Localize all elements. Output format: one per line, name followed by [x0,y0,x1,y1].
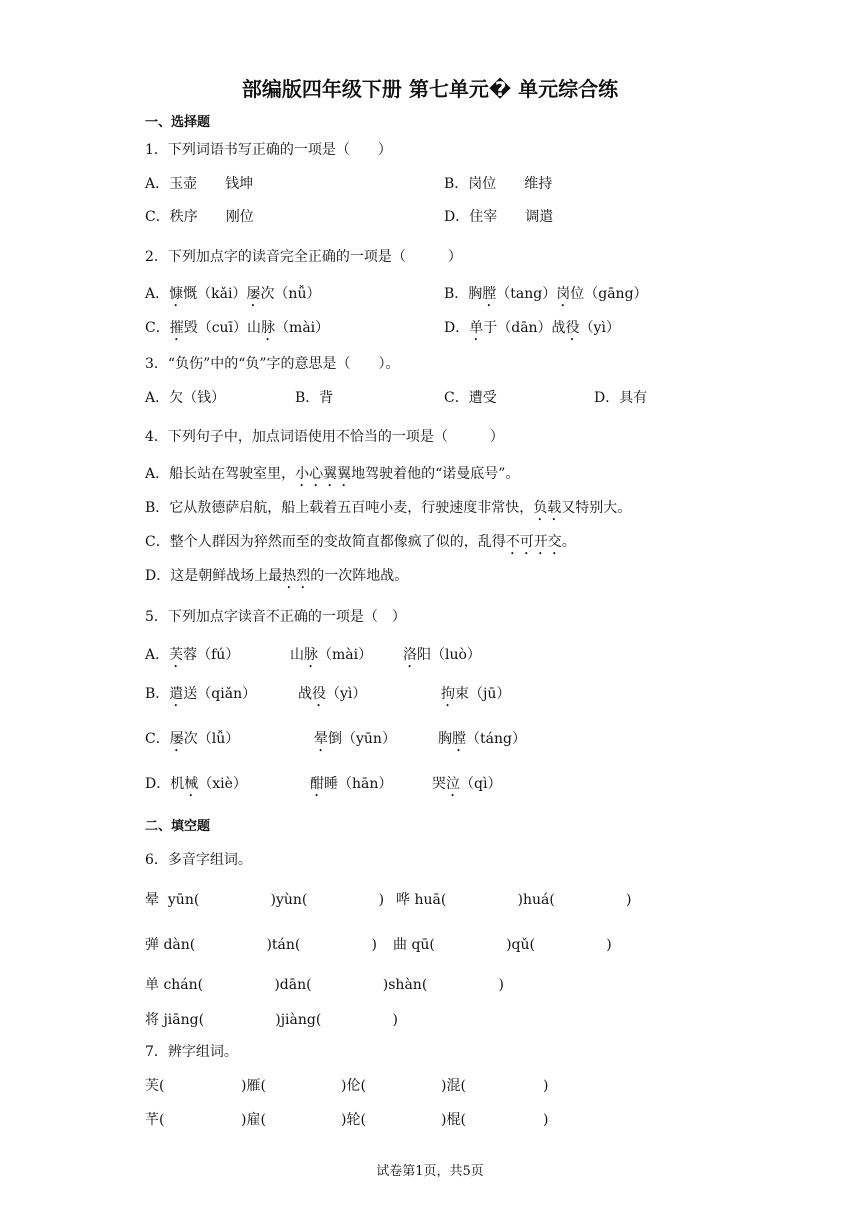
question-6-row-1b: 哗 huā( )huá( ) [396,892,632,908]
question-7-row-2-cell-4: )棍( [441,1112,466,1128]
question-3-stem: 3．“负伤”中的“负”字的意思是（ ）。 [145,356,400,372]
question-6-row-2b: 曲 qū( )qǔ( ) [393,937,612,953]
question-6-row-3: 单 chán( )dān( )shàn( ) [145,977,504,993]
question-5-option-b-part-3: 拘束（jū） [441,686,511,702]
question-5-option-b-part-1: B．遣送（qiǎn） [145,686,257,702]
page-footer: 试卷第1页，共5页 [376,1164,484,1179]
question-5-option-d-part-3: 哭泣（qì） [432,776,502,792]
emphasized-word: 小心翼翼 [295,466,352,482]
emphasized-char: 芙 [169,647,184,663]
emphasized-char: 慷 [169,286,184,302]
question-6-row-1a: 晕 yūn( )yùn( ) [145,892,385,908]
question-4-option-d: D．这是朝鲜战场上最热烈的一次阵地战。 [145,568,409,584]
question-2-option-c: C．摧毁（cuī）山脉（mài） [145,320,330,336]
emphasized-char: 膛 [452,731,466,747]
emphasized-word: 不可开交 [505,534,562,550]
question-5-option-b-part-2: 战役（yì） [298,686,367,702]
page-title: 部编版四年级下册 第七单元� 单元综合练 [241,77,619,101]
question-7-row-2-cell-5: ) [543,1112,549,1128]
section-heading-choice: 一、选择题 [145,115,211,130]
question-5-stem: 5．下列加点字读音不正确的一项是（ ） [145,609,406,625]
question-7-row-2-cell-1: 芊( [145,1112,165,1128]
question-6-row-2a: 弹 dàn( )tán( ) [145,937,378,953]
question-6-stem: 6．多音字组词。 [145,852,252,868]
emphasized-char: 械 [184,776,199,792]
question-7-row-1-cell-4: )混( [441,1078,466,1094]
question-7-stem: 7．辨字组词。 [145,1044,238,1060]
emphasized-word: 负载 [533,500,562,516]
question-1-stem: 1．下列词语书写正确的一项是（ ） [145,142,392,158]
question-2-option-d: D．单于（dān）战役（yì） [444,320,620,336]
emphasized-char: 单 [469,320,484,336]
emphasized-char: 屡 [169,731,184,747]
question-1-option-c: C．秩序 刚位 [145,209,254,225]
question-4-option-a: A．船长站在驾驶室里，小心翼翼地驾驶着他的“诺曼底号”。 [145,466,520,482]
question-7-row-1-cell-5: ) [543,1078,549,1094]
emphasized-char: 役 [312,686,326,702]
question-7-row-2-cell-3: )轮( [341,1112,366,1128]
question-7-row-1-cell-1: 芙( [145,1078,165,1094]
question-5-option-c-part-2: 晕倒（yūn） [314,731,396,747]
question-3-option-d: D．具有 [594,390,648,406]
question-4-option-b: B．它从敖德萨启航，船上载着五百吨小麦，行驶速度非常快，负载又特别大。 [145,500,632,516]
question-3-option-a: A．欠（钱） [145,390,226,406]
emphasized-char: 酣 [310,776,324,792]
question-1-option-b: B．岗位 维持 [444,176,553,192]
question-5-option-a-part-1: A．芙蓉（fú） [145,647,240,663]
question-1-option-a: A．玉壶 钱坤 [145,176,254,192]
emphasized-char: 晕 [314,731,328,747]
question-3-option-b: B．背 [295,390,334,406]
emphasized-char: 洛 [403,647,417,663]
question-4-stem: 4．下列句子中，加点词语使用不恰当的一项是（ ） [145,429,504,445]
question-5-option-d-part-2: 酣睡（hān） [310,776,393,792]
emphasized-char: 屡 [246,286,261,302]
question-4-option-c: C．整个人群因为猝然而至的变故简直都像疯了似的，乱得不可开交。 [145,534,576,550]
emphasized-char: 脉 [261,320,276,336]
emphasized-char: 岗 [556,286,571,302]
question-5-option-d-part-1: D．机械（xiè） [145,776,247,792]
question-3-option-c: C．遭受 [444,390,497,406]
question-5-option-c-part-3: 胸膛（táng） [438,731,526,747]
emphasized-char: 泣 [446,776,460,792]
section-heading-fill: 二、填空题 [145,819,211,834]
emphasized-char: 膛 [482,286,497,302]
emphasized-word: 热烈 [282,568,311,584]
question-7-row-2-cell-2: )雇( [241,1112,266,1128]
question-2-option-a: A．慷慨（kǎi）屡次（nǚ） [145,286,321,302]
question-7-row-1-cell-2: )雁( [241,1078,266,1094]
question-5-option-a-part-3: 洛阳（luò） [403,647,481,663]
emphasized-char: 脉 [304,647,318,663]
question-2-stem: 2．下列加点字的读音完全正确的一项是（ ） [145,249,462,265]
question-6-row-4: 将 jiāng( )jiàng( ) [145,1012,398,1028]
question-7-row-1-cell-3: )伦( [341,1078,366,1094]
question-5-option-c-part-1: C．屡次（lǚ） [145,731,240,747]
emphasized-char: 遣 [169,686,184,702]
emphasized-char: 拘 [441,686,455,702]
question-2-option-b: B．胸膛（tang）岗位（gāng） [444,286,648,302]
question-1-option-d: D．住宰 调遣 [444,209,554,225]
question-5-option-a-part-2: 山脉（mài） [290,647,373,663]
emphasized-char: 役 [565,320,580,336]
emphasized-char: 摧 [169,320,184,336]
